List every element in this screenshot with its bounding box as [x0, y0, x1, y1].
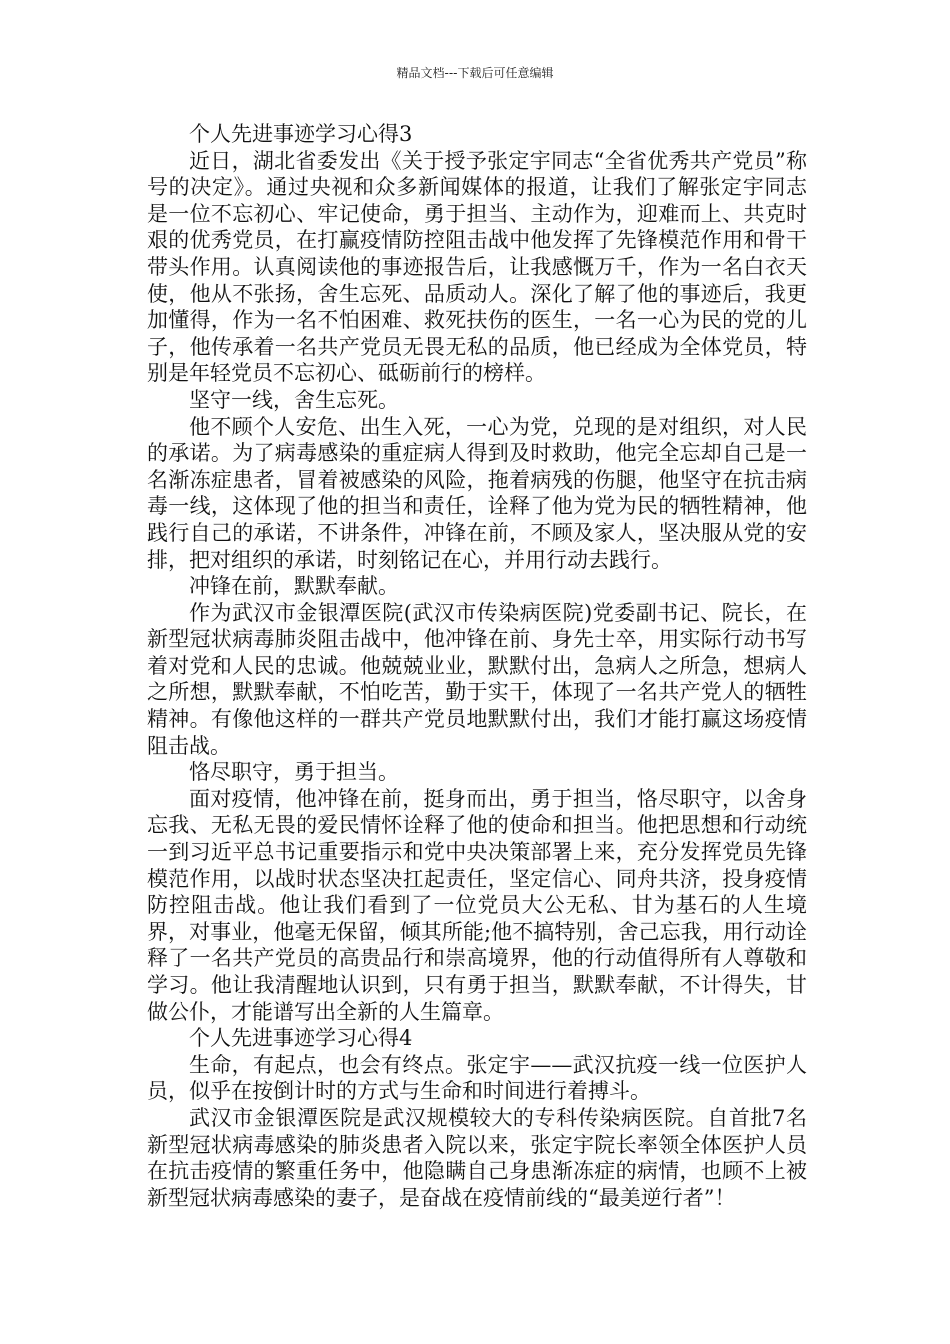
subheading: 恪尽职守，勇于担当。 [189, 760, 399, 785]
body-paragraph: 他不顾个人安危、出生入死，一心为党，兑现的是对组织，对人民的承诺。为了病毒感染的重症病人得到及时救助，他完全忘却自己是一名渐冻症患者，冒着被感染的风险，拖着病残的伤腿，他坚守在抗击病毒一线，这体现了他的担当和责任，诠释了他为党为民的牺牲精神，他践行自己的承诺，不讲条件，冲锋在前，不顾及家人，坚决服从党的安排，把对组织的承诺，时刻铭记在心，并用行动去践行。 [147, 414, 807, 572]
body-paragraph: 近日，湖北省委发出《关于授予张定宇同志“全省优秀共产党员”称号的决定》。通过央视和众多新闻媒体的报道，让我们了解张定宇同志是一位不忘初心、牢记使命，勇于担当、主动作为，迎难而上、共克时艰的优秀党员，在打赢疫情防控阻击战中他发挥了先锋模范作用和骨干带头作用。认真阅读他的事迹报告后，让我感慨万千，作为一名白衣天使，他从不张扬，舍生忘死、品质动人。深化了解了他的事迹后，我更加懂得，作为一名不怕困难、救死扶伤的医生，一名一心为民的党的儿子，他传承着一名共产党员无畏无私的品质，他已经成为全体党员，特别是年轻党员不忘初心、砥砺前行的榜样。 [147, 148, 807, 386]
section-title: 个人先进事迹学习心得3 [189, 122, 413, 146]
body-paragraph: 作为武汉市金银潭医院(武汉市传染病医院)党委副书记、院长，在新型冠状病毒肺炎阻击战中，他冲锋在前、身先士卒，用实际行动书写着对党和人民的忠诚。他兢兢业业，默默付出，急病人之所急，想病人之所想，默默奉献，不怕吃苦，勤于实干，体现了一名共产党人的牺牲精神。有像他这样的一群共产党员地默默付出，我们才能打赢这场疫情阻击战。 [147, 600, 807, 758]
subheading: 坚守一线，舍生忘死。 [189, 387, 399, 412]
subheading: 冲锋在前，默默奉献。 [189, 574, 399, 599]
section-title: 个人先进事迹学习心得4 [189, 1026, 413, 1051]
body-paragraph: 面对疫情，他冲锋在前，挺身而出，勇于担当，恪尽职守，以舍身忘我、无私无畏的爱民情怀诠释了他的使命和担当。他把思想和行动统一到习近平总书记重要指示和党中央决策部署上来，充分发挥党员先锋模范作用，以战时状态坚决扛起责任，坚定信心、同舟共济，投身疫情防控阻击战。他让我们看到了一位党员大公无私、甘为基石的人生境界，对事业，他毫无保留，倾其所能;他不搞特别，舍己忘我，用行动诠释了一名共产党员的高贵品行和崇高境界，他的行动值得所有人尊敬和学习。他让我清醒地认识到，只有勇于担当，默默奉献，不计得失，甘做公仆，才能谱写出全新的人生篇章。 [147, 786, 807, 1024]
document-body [147, 121, 807, 1211]
body-paragraph: 武汉市金银潭医院是武汉规模较大的专科传染病医院。自首批7名新型冠状病毒感染的肺炎患者入院以来，张定宇院长率领全体医护人员在抗击疫情的繁重任务中，他隐瞒自己身患渐冻症的病情，也顾不上被新型冠状病毒感染的妻子，是奋战在疫情前线的“最美逆行者”！ [147, 1105, 807, 1210]
page-header: 精品文档---下载后可任意编辑 [396, 66, 554, 80]
body-paragraph: 生命，有起点，也会有终点。张定宇——武汉抗疫一线一位医护人员，似乎在按倒计时的方式与生命和时间进行着搏斗。 [147, 1052, 807, 1104]
